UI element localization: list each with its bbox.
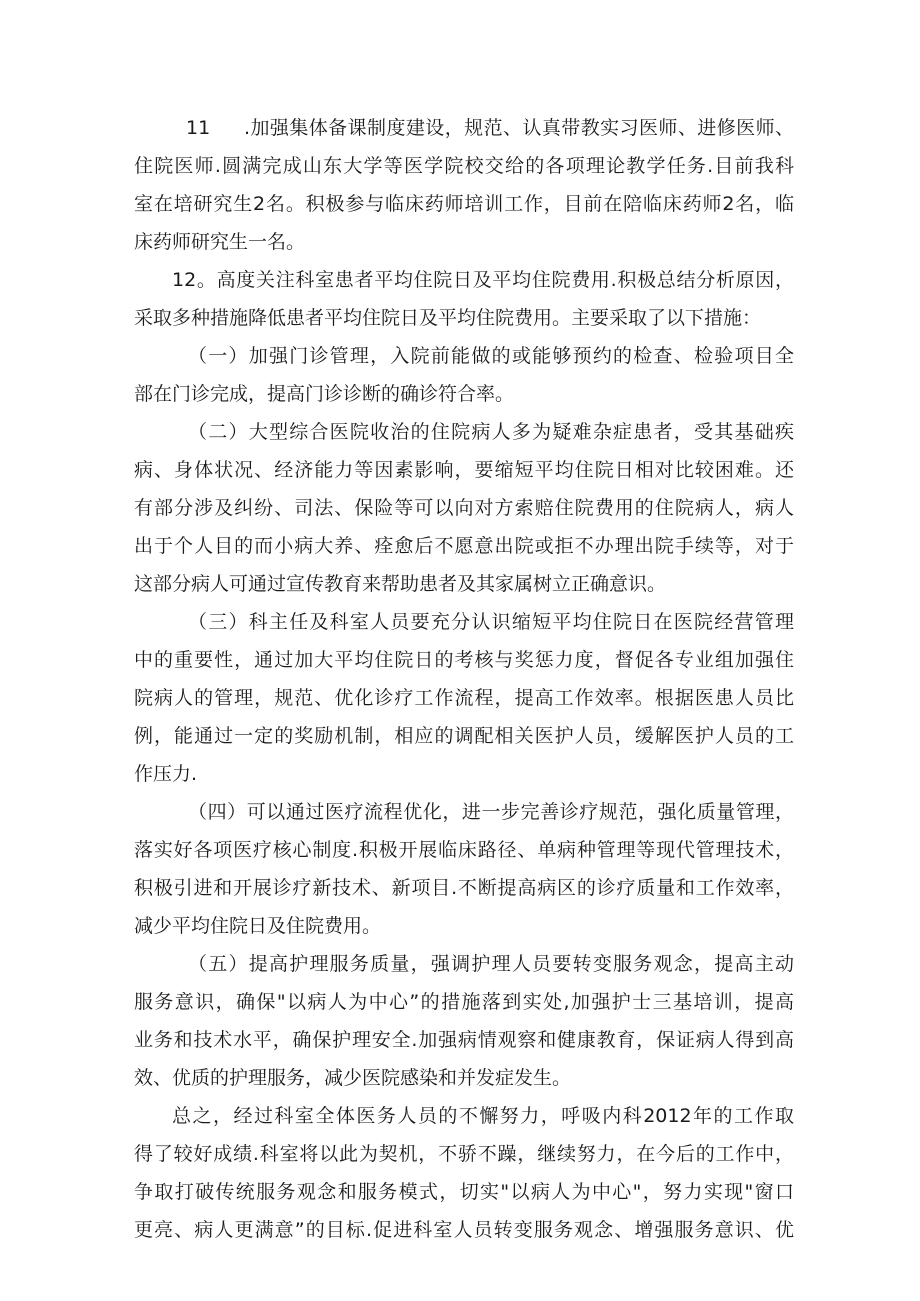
- paragraph-line: 院病人的管理，规范、优化诊疗工作流程，提高工作效率。根据医患人员比: [134, 687, 794, 709]
- paragraph-line: 12。高度关注科室患者平均住院日及平均住院费用.积极总结分析原因，: [172, 269, 794, 291]
- paragraph-line: [186, 114, 794, 142]
- paragraph-line: 业务和技术水平，确保护理安全.加强病情观察和健康教育，保证病人得到高: [134, 1029, 794, 1051]
- paragraph-line: 作压力.: [134, 763, 198, 785]
- paragraph-line: 中的重要性，通过加大平均住院日的考核与奖惩力度，督促各专业组加强住: [134, 649, 794, 671]
- line-text: .加强集体备课制度建设，规范、认真带教实习医师、进修医师、: [244, 117, 794, 139]
- paragraph-line: 病、身体状况、经济能力等因素影响，要缩短平均住院日相对比较困难。还: [134, 459, 794, 481]
- paragraph-line: 这部分病人可通过宣传教育来帮助患者及其家属树立正确意识。: [134, 573, 667, 595]
- paragraph-line: 落实好各项医疗核心制度.积极开展临床路径、单病种管理等现代管理技术，: [134, 839, 794, 861]
- paragraph-line: 有部分涉及纠纷、司法、保险等可以向对方索赔住院费用的住院病人，病人: [134, 497, 794, 519]
- paragraph-line: 更亮、病人更满意”的目标.促进科室人员转变服务观念、增强服务意识、优: [134, 1219, 794, 1241]
- paragraph-line: 采取多种措施降低患者平均住院日及平均住院费用。主要采取了以下措施：: [134, 307, 762, 329]
- paragraph-line: 服务意识，确保"以病人为中心”的措施落到实处,加强护士三基培训，提高: [134, 991, 794, 1013]
- paragraph-line: 减少平均住院日及住院费用。: [134, 915, 382, 937]
- paragraph-line: 出于个人目的而小病大养、痊愈后不愿意出院或拒不办理出院手续等，对于: [134, 535, 794, 557]
- paragraph-line: （三）科主任及科室人员要充分认识缩短平均住院日在医院经营管理: [188, 611, 794, 633]
- paragraph-line: 总之，经过科室全体医务人员的不懈努力，呼吸内科2012年的工作取: [172, 1105, 794, 1127]
- item-number: 11: [186, 117, 211, 139]
- paragraph-line: （四）可以通过医疗流程优化，进一步完善诊疗规范，强化质量管理，: [188, 801, 794, 823]
- paragraph-line: 住院医师.圆满完成山东大学等医学院校交给的各项理论教学任务.目前我科: [134, 155, 794, 177]
- paragraph-line: 得了较好成绩.科室将以此为契机，不骄不躁，继续努力，在今后的工作中，: [134, 1143, 794, 1165]
- paragraph-line: 积极引进和开展诊疗新技术、新项目.不断提高病区的诊疗质量和工作效率，: [134, 877, 794, 899]
- paragraph-line: 室在培研究生2名。积极参与临床药师培训工作，目前在陪临床药师2名，临: [134, 193, 794, 215]
- paragraph-line: 例，能通过一定的奖励机制，相应的调配相关医护人员，缓解医护人员的工: [134, 725, 794, 747]
- paragraph-line: （二）大型综合医院收治的住院病人多为疑难杂症患者，受其基础疾: [188, 421, 794, 443]
- paragraph-line: 部在门诊完成，提高门诊诊断的确诊符合率。: [134, 383, 515, 405]
- paragraph-line: 争取打破传统服务观念和服务模式，切实"以病人为中心"，努力实现"窗口: [134, 1181, 794, 1203]
- paragraph-line: （一）加强门诊管理，入院前能做的或能够预约的检查、检验项目全: [188, 345, 794, 367]
- paragraph-line: 效、优质的护理服务，减少医院感染和并发症发生。: [134, 1067, 572, 1089]
- paragraph-line: 床药师研究生一名。: [134, 231, 306, 253]
- paragraph-line: （五）提高护理服务质量，强调护理人员要转变服务观念，提高主动: [188, 953, 794, 975]
